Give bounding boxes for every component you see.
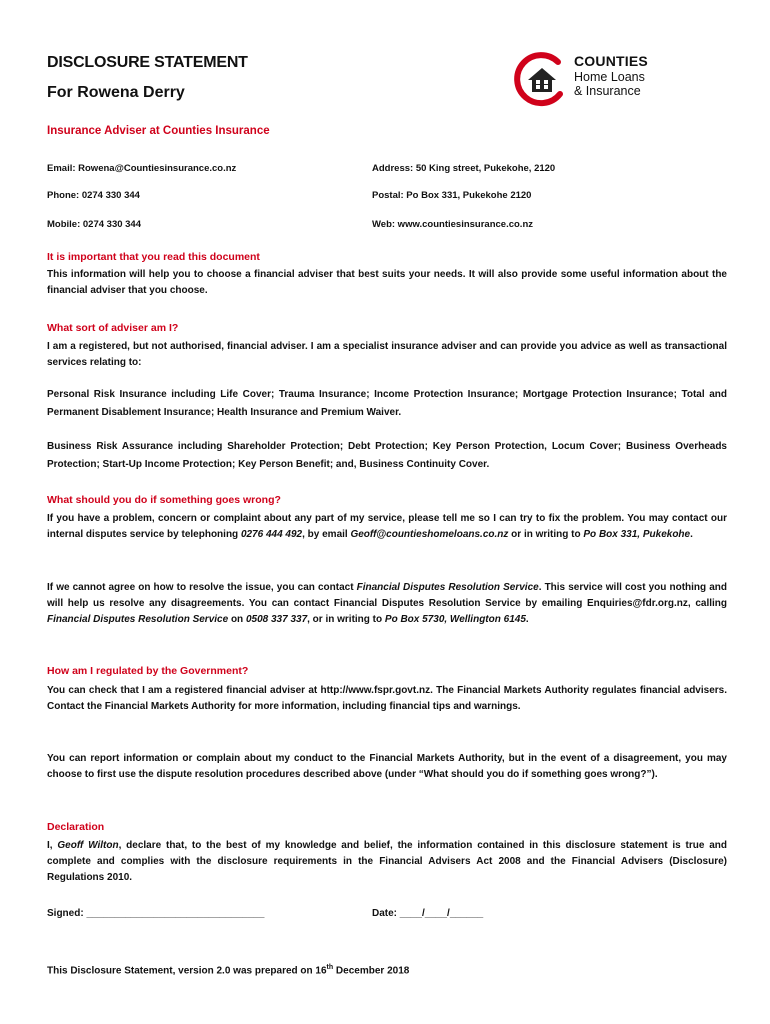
paragraph-important: This information will help you to choose a financial adviser that best suits your needs. It will also provide some useful information about the financial adviser that you choose. [47, 269, 727, 296]
logo-line-1: Home Loans [574, 70, 645, 84]
counties-logo [514, 50, 664, 110]
contact-email: Email: Rowena@Countiesinsurance.co.nz [47, 163, 237, 174]
paragraph-personal-risk: Personal Risk Insurance including Life Cover; Trauma Insurance; Income Protection Insurance; Mortgage Protection Insurance; Total and Permanent Disablement Insurance; Health Insurance and Premium Waiver. [47, 389, 727, 418]
heading-adviser-type: What sort of adviser am I? [47, 322, 179, 334]
paragraph-adviser-type: I am a registered, but not authorised, financial adviser. I am a specialist insurance adviser and can provide you advice as well as transactional services relating to: [47, 341, 727, 368]
logo-line-2: & Insurance [574, 83, 641, 98]
heading-something-wrong: What should you do if something goes wrong? [47, 494, 281, 506]
paragraph-report: You can report information or complain about my conduct to the Financial Markets Authority, but in the event of a disagreement, you may choose to first use the dispute resolution procedures described above (under “What should you do if something goes wrong?”). [47, 753, 727, 780]
paragraph-declaration: I, Geoff Wilton, declare that, to the best of my knowledge and belief, the information contained in this disclosure statement is true and complete and complies with the disclosure requirements in the Financial Advisers Act 2008 and the Financial Advisers (Disclosure) Regulations 2010. [47, 840, 728, 883]
adviser-role: Insurance Adviser at Counties Insurance [47, 125, 270, 137]
contact-phone: Phone: 0274 330 344 [47, 190, 140, 201]
page-title: DISCLOSURE STATEMENT [47, 54, 248, 71]
logo-brand: COUNTIES [574, 53, 648, 69]
footer-prepared-date: This Disclosure Statement, version 2.0 was prepared on 16th December 2018 [47, 964, 410, 977]
heading-important: It is important that you read this document [47, 251, 260, 263]
contact-web: Web: www.countiesinsurance.co.nz [372, 219, 533, 230]
contact-mobile: Mobile: 0274 330 344 [47, 219, 141, 230]
paragraph-business-risk: Business Risk Assurance including Shareholder Protection; Debt Protection; Key Person Protection, Locum Cover; Business Overheads Protection; Start-Up Income Protection; Key Person Benefit; and, Business Continuity Cover. [47, 441, 727, 470]
contact-address: Address: 50 King street, Pukekohe, 2120 [372, 163, 556, 174]
heading-declaration: Declaration [47, 821, 105, 833]
page-subtitle: For Rowena Derry [47, 84, 185, 101]
signature-field: Signed: ________________________________ [47, 908, 265, 919]
heading-regulation: How am I regulated by the Government? [47, 665, 249, 677]
contact-postal: Postal: Po Box 331, Pukekohe 2120 [372, 190, 532, 201]
paragraph-regulation: You can check that I am a registered financial adviser at http://www.fspr.govt.nz. The Financial Markets Authority regulates financial advisers. Contact the Financial Markets Authority for more information, including financial tips and warnings. [47, 685, 727, 712]
paragraph-complaints: If you have a problem, concern or complaint about any part of my service, please tell me so I can try to fix the problem. You may contact our internal disputes service by telephoning 0276 444 492, by email Geoff@countieshomeloans.co.nz or in writing to Po Box 331, Pukekohe. [47, 513, 727, 540]
house-ring-icon [514, 50, 570, 110]
logo-wordmark [574, 54, 648, 97]
paragraph-dispute-resolution: If we cannot agree on how to resolve the issue, you can contact Financial Disputes Resolution Service. This service will cost you nothing and will help us resolve any disagreements. You can contact Financial Disputes Resolution Service by emailing Enquiries@fdr.org.nz, calling Financial Disputes Resolution Service on 0508 337 337, or in writing to Po Box 5730, Wellington 6145. [47, 582, 727, 625]
date-field: Date: ____/____/______ [372, 908, 484, 919]
